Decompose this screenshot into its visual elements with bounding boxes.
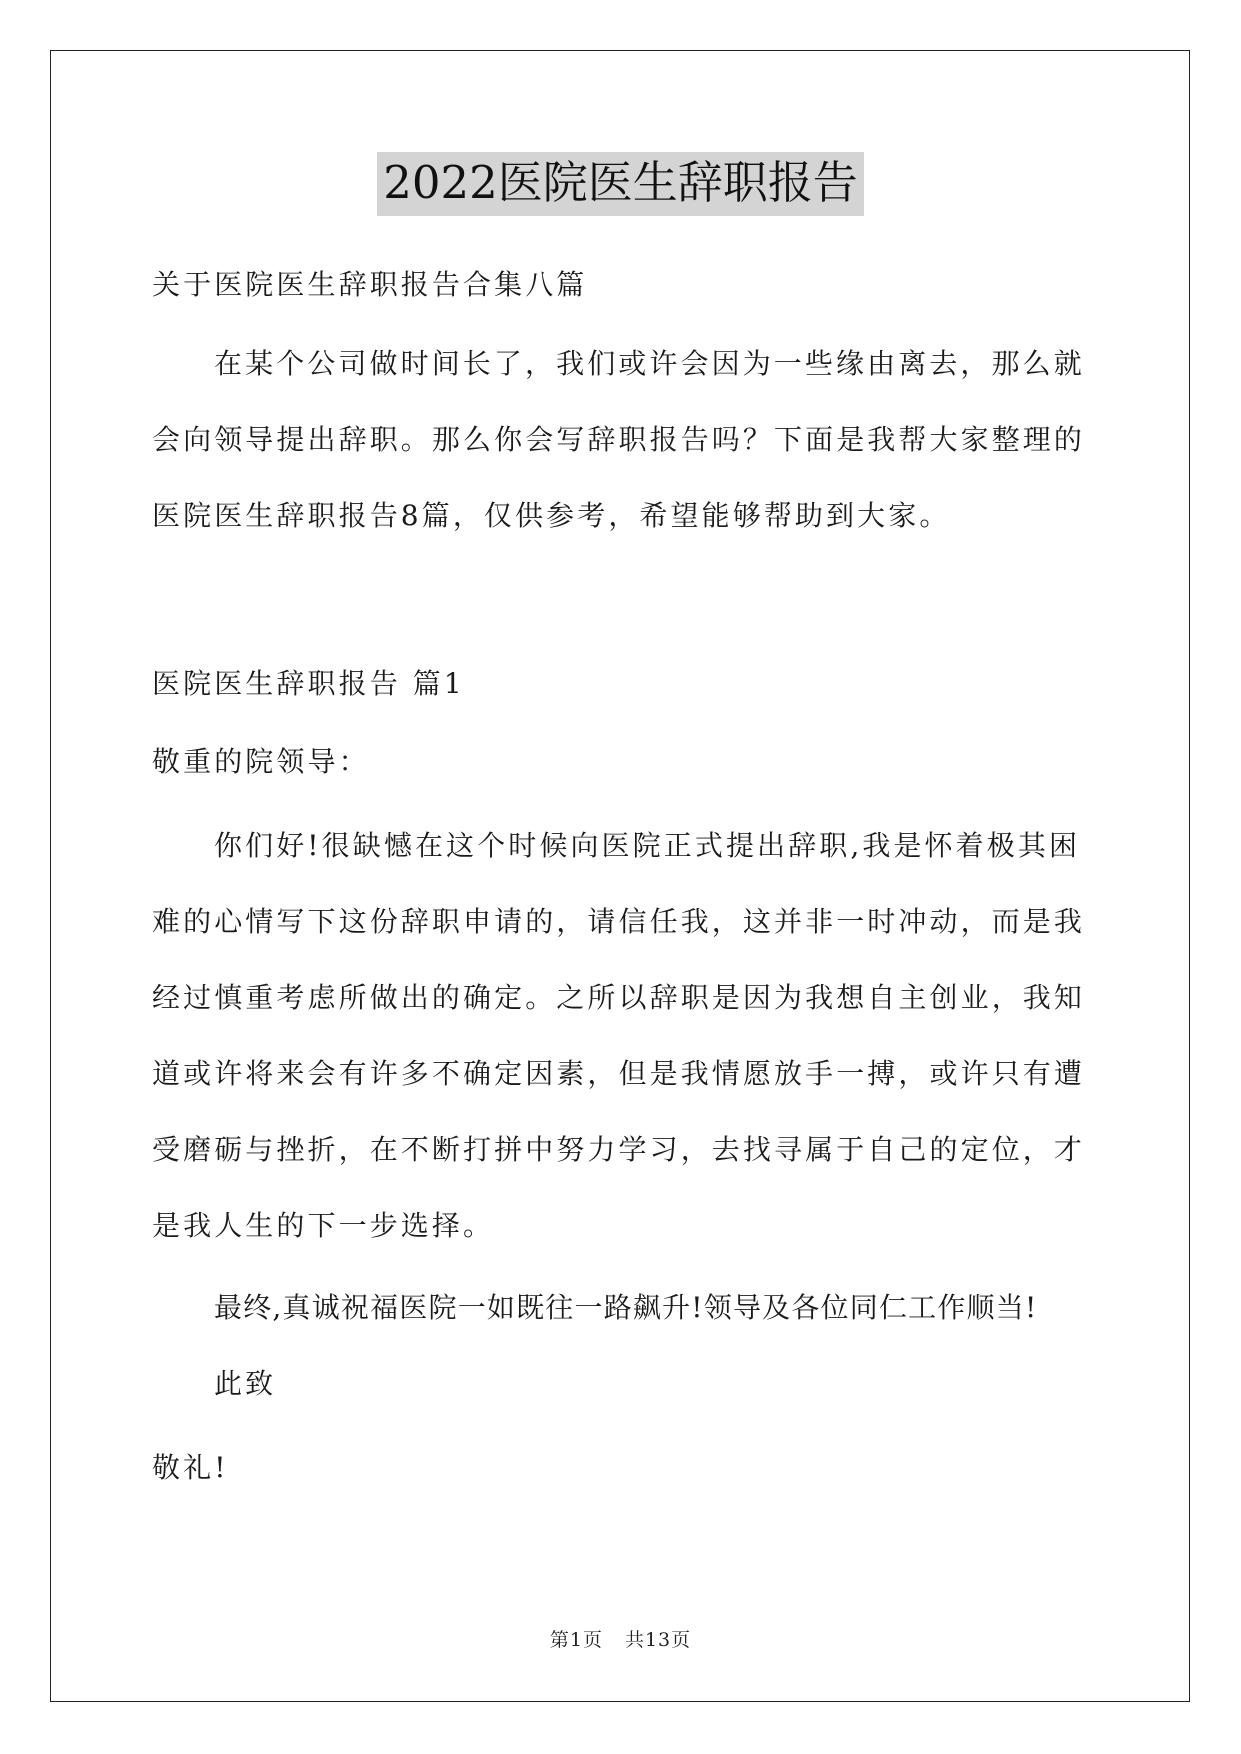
body-line-1: 你们好!很缺憾在这个时候向医院正式提出辞职,我是怀着极其困: [214, 829, 1081, 862]
page-number: 第1页: [549, 1629, 603, 1651]
closing-salute: 敬礼!: [152, 1451, 229, 1484]
document-title: 2022医院医生辞职报告: [377, 152, 864, 216]
closing-wish: 最终,真诚祝福医院一如既往一路飙升!领导及各位同仁工作顺当!: [214, 1291, 1038, 1324]
page-total: 共13页: [624, 1629, 692, 1651]
page-footer: [0, 1628, 1241, 1652]
intro-line-1: 在某个公司做时间长了，我们或许会因为一些缘由离去，那么就: [214, 347, 1085, 380]
title-container: [0, 152, 1241, 216]
section-heading: 医院医生辞职报告 篇1: [152, 667, 465, 700]
salutation: 敬重的院领导：: [152, 745, 370, 778]
body-line-3: 经过慎重考虑所做出的确定。之所以辞职是因为我想自主创业，我知: [152, 981, 1086, 1014]
document-subtitle: 关于医院医生辞职报告合集八篇: [152, 268, 588, 301]
intro-line-3: 医院医生辞职报告8篇，仅供参考，希望能够帮助到大家。: [152, 499, 951, 532]
body-line-4: 道或许将来会有许多不确定因素，但是我情愿放手一搏，或许只有遭: [152, 1057, 1086, 1090]
body-line-2: 难的心情写下这份辞职申请的，请信任我，这并非一时冲动，而是我: [152, 905, 1086, 938]
body-line-6: 是我人生的下一步选择。: [152, 1209, 495, 1242]
body-line-5: 受磨砺与挫折，在不断打拼中努力学习，去找寻属于自己的定位，才: [152, 1133, 1086, 1166]
closing-phrase: 此致: [214, 1367, 277, 1400]
intro-line-2: 会向领导提出辞职。那么你会写辞职报告吗？下面是我帮大家整理的: [152, 423, 1086, 456]
